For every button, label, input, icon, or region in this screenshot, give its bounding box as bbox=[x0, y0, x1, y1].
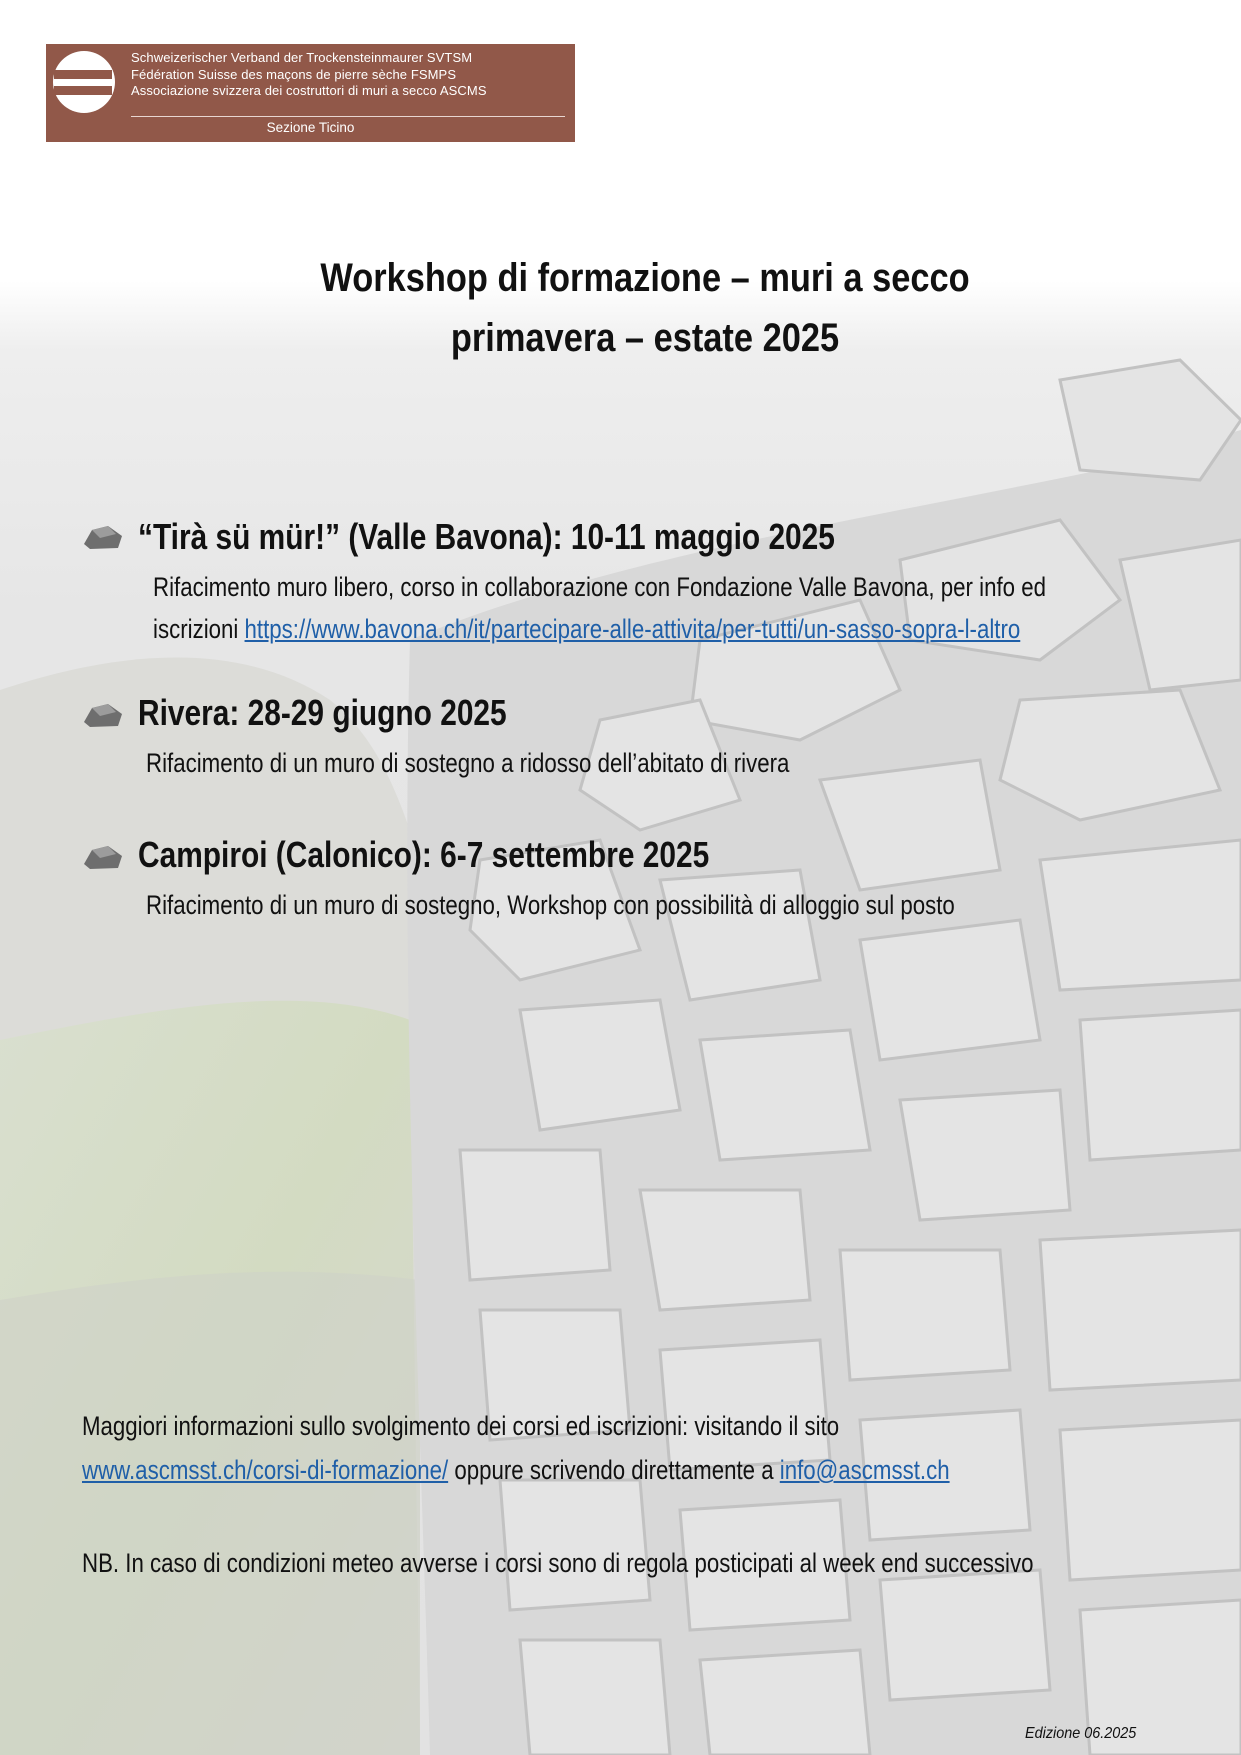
organization-section: Sezione Ticino bbox=[266, 120, 355, 135]
logo-divider bbox=[131, 116, 565, 117]
workshop-description: Rifacimento di un muro di sostegno, Workshop con possibilità di alloggio sul posto bbox=[146, 890, 955, 920]
organization-name-de: Schweizerischer Verband der Trockensteinmaurer SVTSM bbox=[131, 50, 473, 65]
edition-label: Edizione 06.2025 bbox=[1025, 1725, 1137, 1742]
workshop-heading: Rivera: 28-29 giugno 2025 bbox=[138, 692, 507, 733]
more-info-line-2 bbox=[82, 1448, 950, 1492]
weather-note: NB. In caso di condizioni meteo avverse i corsi sono di regola posticipati al week end successivo bbox=[82, 1548, 1034, 1578]
title-line-1: Workshop di formazione – muri a secco bbox=[320, 256, 970, 300]
stone-icon bbox=[82, 524, 124, 550]
organization-logo bbox=[46, 44, 575, 142]
workshop-heading: Campiroi (Calonico): 6-7 settembre 2025 bbox=[138, 834, 710, 875]
organization-names bbox=[131, 50, 487, 100]
workshop-description-prefix: iscrizioni bbox=[153, 614, 239, 644]
page-title bbox=[90, 248, 1199, 368]
stone-icon bbox=[82, 702, 124, 728]
more-info-middle-text: oppure scrivendo direttamente a bbox=[448, 1455, 780, 1485]
more-info-line-1: Maggiori informazioni sullo svolgimento dei corsi ed iscrizioni: visitando il sito bbox=[82, 1411, 840, 1441]
workshop-heading: “Tirà sü mür!” (Valle Bavona): 10-11 maggio 2025 bbox=[138, 516, 835, 557]
stone-icon bbox=[82, 844, 124, 870]
more-info bbox=[82, 1404, 950, 1492]
site-link[interactable]: www.ascmsst.ch/corsi-di-formazione/ bbox=[82, 1455, 449, 1485]
workshop-description bbox=[153, 566, 1046, 650]
workshop-description: Rifacimento di un muro di sostegno a ridosso dell’abitato di rivera bbox=[146, 748, 790, 778]
email-link[interactable]: info@ascmsst.ch bbox=[779, 1455, 950, 1485]
workshop-description-line-2 bbox=[153, 608, 1046, 650]
workshop-link[interactable]: https://www.bavona.ch/it/partecipare-alle-attivita/per-tutti/un-sasso-sopra-l-altro bbox=[244, 614, 1021, 644]
organization-name-it: Associazione svizzera dei costruttori di muri a secco ASCMS bbox=[131, 83, 487, 98]
organization-name-fr: Fédération Suisse des maçons de pierre sèche FSMPS bbox=[131, 66, 457, 82]
title-line-2: primavera – estate 2025 bbox=[450, 316, 840, 360]
workshop-description-line-1: Rifacimento muro libero, corso in collaborazione con Fondazione Valle Bavona, per info ed bbox=[153, 572, 1046, 602]
